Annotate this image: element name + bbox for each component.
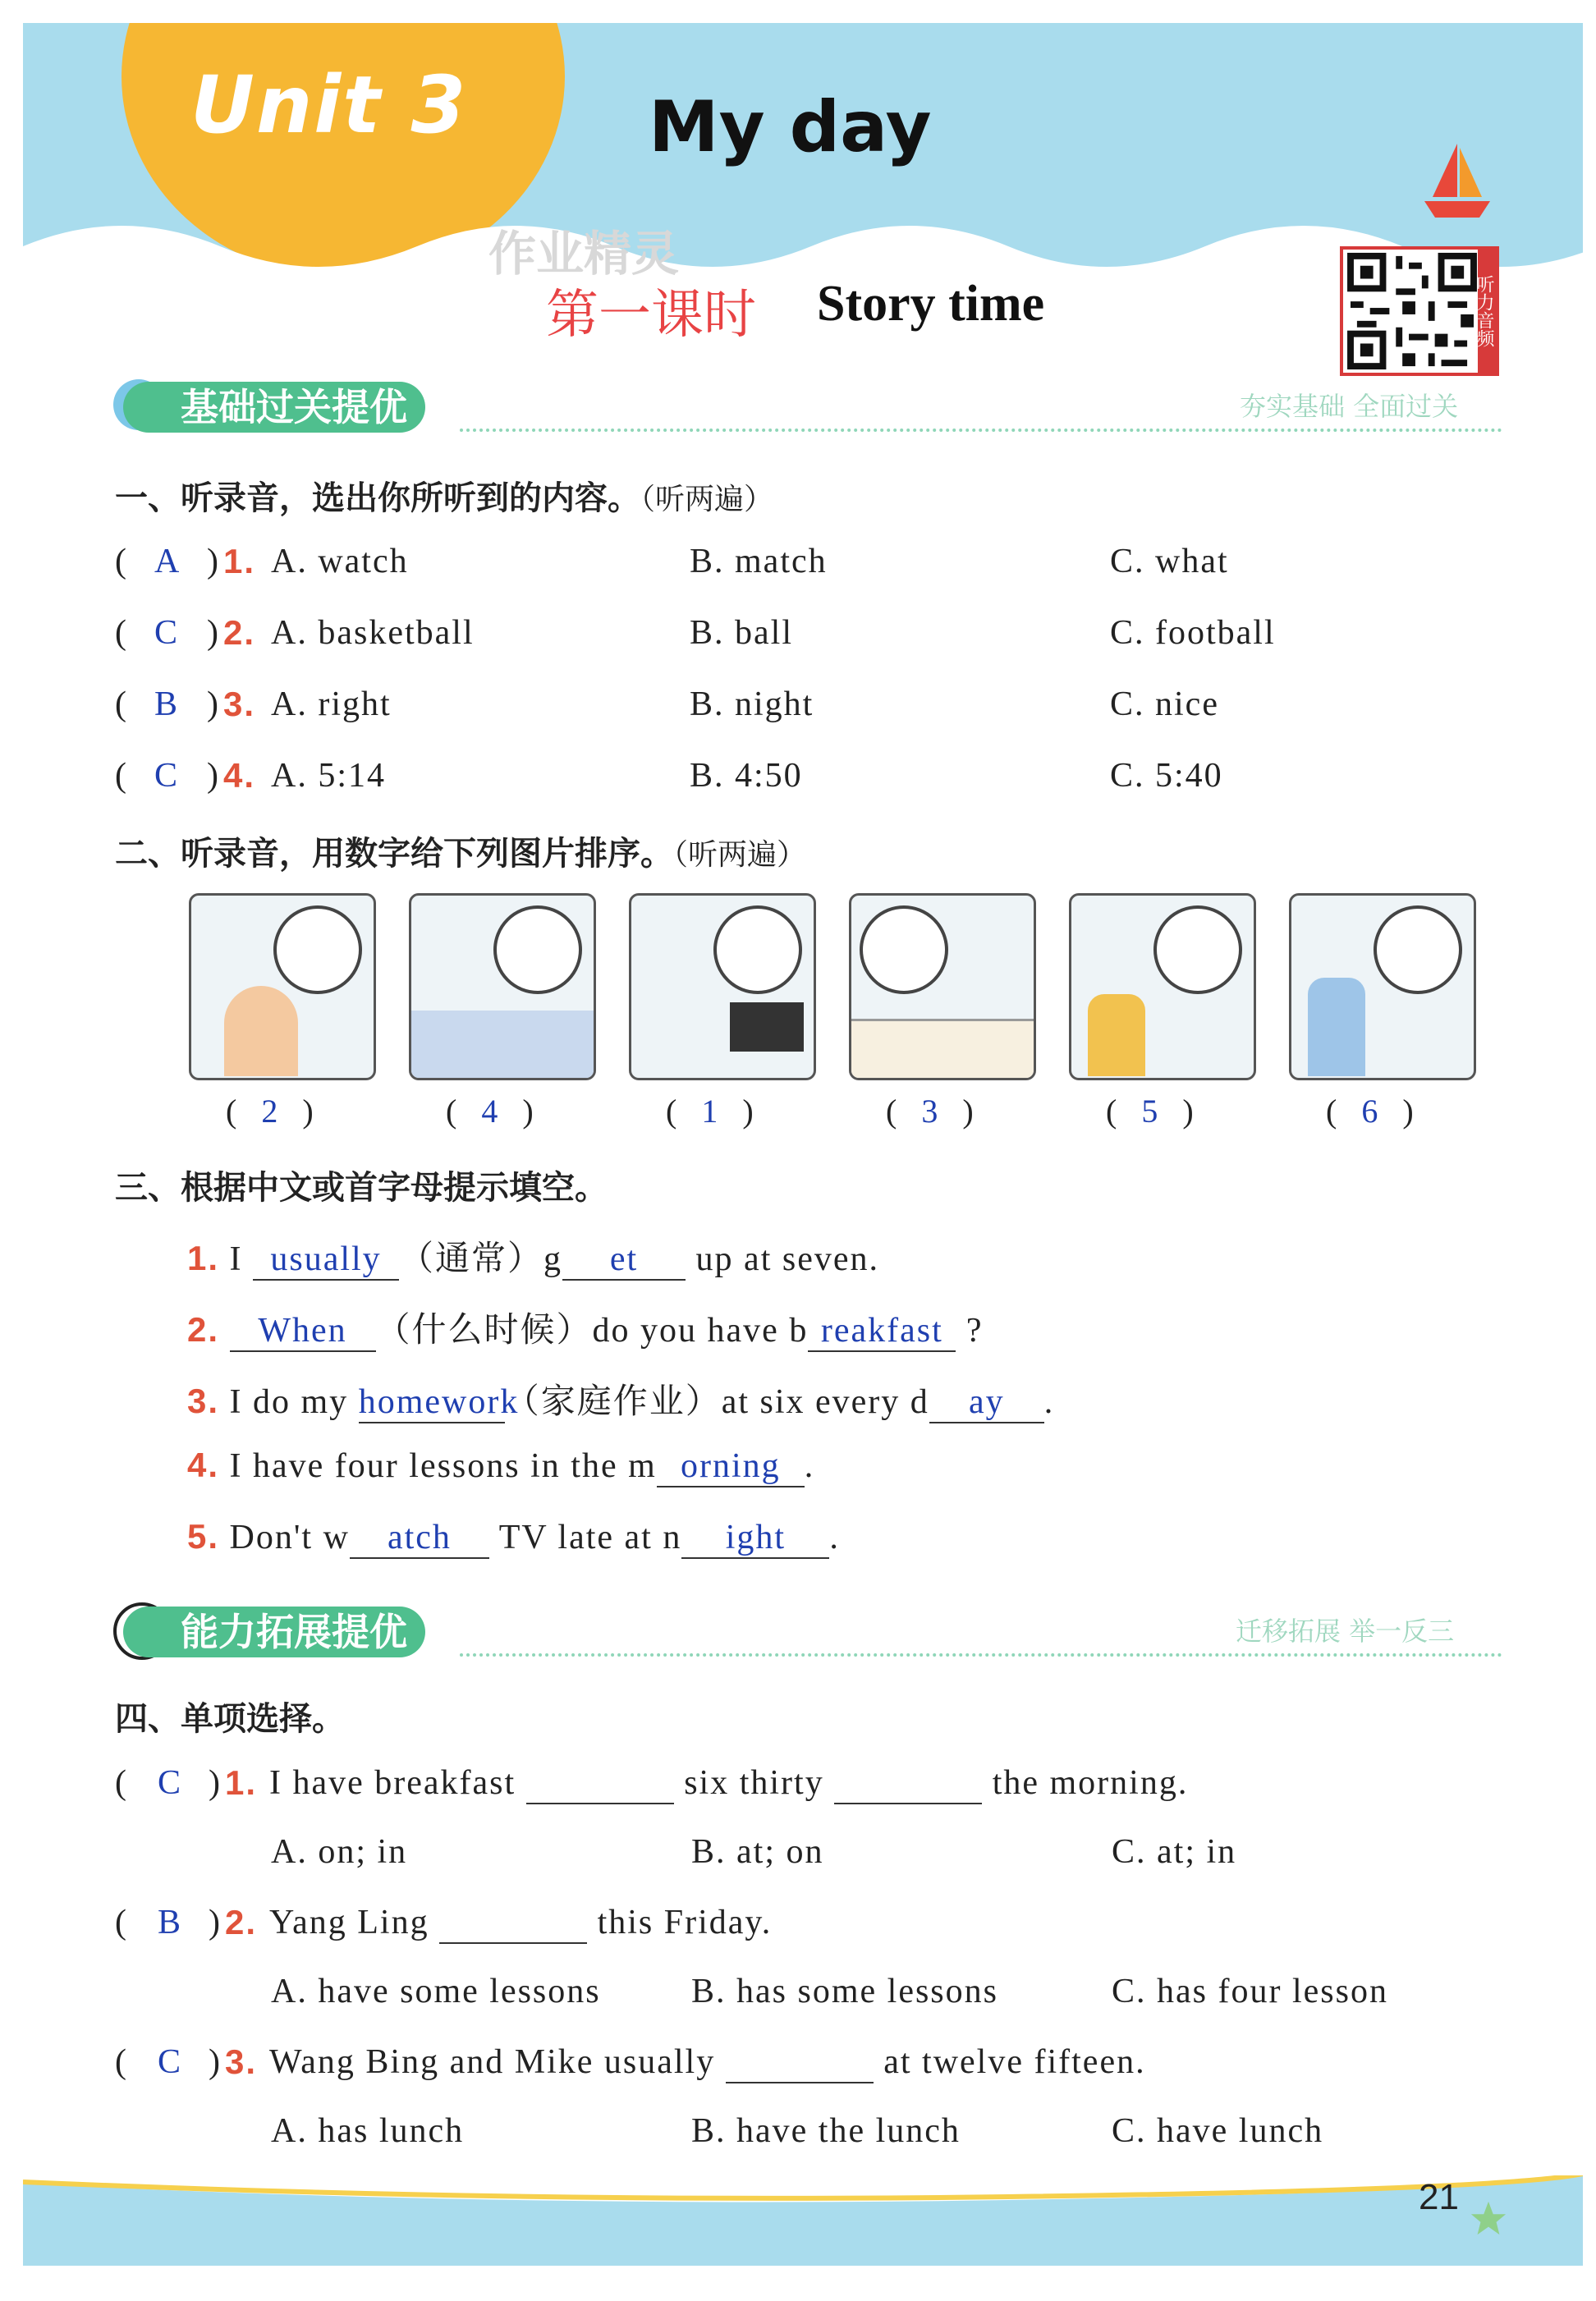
option-a[interactable]: A. have some lessons: [271, 1973, 601, 2010]
choice-blank[interactable]: [439, 1903, 587, 1944]
choice-blank[interactable]: [834, 1763, 982, 1804]
page-number: 21: [1419, 2177, 1459, 2217]
option-a[interactable]: A. basketball: [271, 614, 475, 652]
option-b[interactable]: B. ball: [690, 614, 793, 652]
option-b[interactable]: B. have the lunch: [691, 2112, 961, 2150]
clock-icon: [1153, 905, 1242, 994]
option-b[interactable]: B. has some lessons: [691, 1973, 998, 2010]
clock-icon: [493, 905, 582, 994]
option-b[interactable]: B. 4:50: [690, 757, 803, 795]
option-a[interactable]: A. watch: [271, 543, 409, 580]
fill-blank[interactable]: et: [562, 1240, 686, 1281]
order-answer-2[interactable]: ( 4 ): [446, 1093, 534, 1130]
choice-blank[interactable]: [726, 2042, 874, 2083]
divider: [460, 1653, 1502, 1657]
question-heading-4: 四、单项选择。: [115, 1700, 345, 1738]
option-c[interactable]: C. nice: [1110, 685, 1219, 723]
choice-options-2: [115, 1972, 1511, 2013]
question-heading-1: 一、听录音，选出你所听到的内容。（听两遍）: [115, 479, 774, 517]
clock-icon: [1374, 905, 1462, 994]
picture-wake-up: [189, 893, 376, 1080]
answer[interactable]: C: [158, 2043, 183, 2081]
option-c[interactable]: C. has four lesson: [1112, 1973, 1388, 2010]
answer[interactable]: C: [158, 1764, 183, 1802]
order-answer-3[interactable]: ( 1 ): [666, 1093, 754, 1130]
question-heading-3: 三、根据中文或首字母提示填空。: [115, 1169, 608, 1207]
answer[interactable]: C: [154, 757, 180, 795]
answer[interactable]: A: [154, 543, 181, 580]
qr-code[interactable]: [1340, 246, 1484, 376]
answer[interactable]: B: [154, 685, 180, 723]
fill-blank[interactable]: ight: [681, 1518, 829, 1559]
order-answer-1[interactable]: ( 2 ): [226, 1093, 314, 1130]
audio-label: 听力音频: [1478, 246, 1499, 376]
fill-item-5: 5. Don't w atch TV late at n ight .: [187, 1517, 840, 1559]
option-b[interactable]: B. match: [690, 543, 828, 580]
option-b[interactable]: B. at; on: [691, 1833, 824, 1871]
picture-breakfast: [849, 893, 1036, 1080]
option-c[interactable]: C. at; in: [1112, 1833, 1237, 1871]
listen-item-1: ( A ) 1. A. watch B. match C. what: [115, 542, 1229, 580]
picture-watching-tv: [629, 893, 816, 1080]
choice-options-1: [115, 1832, 1511, 1873]
lesson-number: 第一课时: [546, 285, 756, 346]
option-a[interactable]: A. right: [271, 685, 392, 723]
picture-school-over: [1289, 893, 1476, 1080]
lesson-title: Story time: [817, 276, 1045, 332]
fill-blank[interactable]: ay: [929, 1382, 1044, 1423]
option-b[interactable]: B. night: [690, 685, 814, 723]
section-banner-extension: 能力拓展提优: [123, 1607, 425, 1657]
divider: [460, 429, 1502, 432]
clock-icon: [860, 905, 948, 994]
choice-item-2: ( B ) 2. Yang Ling this Friday.: [115, 1903, 1511, 1944]
fill-item-2: 2. When （什么时候）do you have b reakfast ?: [187, 1303, 983, 1352]
footer-band: [23, 2175, 1583, 2266]
fill-blank[interactable]: atch: [350, 1518, 489, 1559]
option-c[interactable]: C. have lunch: [1112, 2112, 1324, 2150]
option-c[interactable]: C. football: [1110, 614, 1276, 652]
fill-item-3: 3. I do my homework（家庭作业）at six every d ay .: [187, 1374, 1054, 1423]
order-answer-5[interactable]: ( 5 ): [1106, 1093, 1194, 1130]
answer[interactable]: C: [154, 614, 180, 652]
option-c[interactable]: C. what: [1110, 543, 1229, 580]
answer[interactable]: B: [158, 1904, 183, 1941]
fill-blank[interactable]: orning: [657, 1446, 805, 1487]
choice-item-3: ( C ) 3. Wang Bing and Mike usually at twelve fifteen.: [115, 2042, 1511, 2083]
choice-options-3: [115, 2111, 1511, 2152]
fill-blank[interactable]: When: [230, 1311, 376, 1352]
clock-icon: [713, 905, 802, 994]
option-c[interactable]: C. 5:40: [1110, 757, 1223, 795]
unit-label: Unit 3: [190, 59, 468, 151]
order-answer-4[interactable]: ( 3 ): [886, 1093, 974, 1130]
question-heading-2: 二、听录音，用数字给下列图片排序。（听两遍）: [115, 835, 807, 873]
fill-blank[interactable]: reakfast: [808, 1311, 956, 1352]
listen-item-2: ( C ) 2. A. basketball B. ball C. football: [115, 613, 1276, 652]
star-icon: [1470, 2200, 1507, 2238]
page-title: My day: [649, 86, 932, 168]
fill-item-4: 4. I have four lessons in the m orning .: [187, 1446, 814, 1487]
picture-going-to-school: [1069, 893, 1256, 1080]
section-tagline-basic: 夯实基础 全面过关: [1240, 391, 1459, 422]
listen-item-4: ( C ) 4. A. 5:14 B. 4:50 C. 5:40: [115, 756, 1223, 795]
sailboat-icon: [1420, 140, 1494, 222]
option-a[interactable]: A. 5:14: [271, 757, 386, 795]
order-answer-6[interactable]: ( 6 ): [1326, 1093, 1414, 1130]
choice-item-1: ( C ) 1. I have breakfast six thirty the morning.: [115, 1763, 1511, 1804]
fill-item-1: 1. I usually （通常）g et up at seven.: [187, 1231, 879, 1281]
watermark: 作业精灵: [488, 226, 680, 282]
choice-blank[interactable]: [526, 1763, 674, 1804]
section-tagline-extension: 迁移拓展 举一反三: [1236, 1616, 1455, 1647]
option-a[interactable]: A. on; in: [271, 1833, 408, 1871]
fill-blank[interactable]: homework: [359, 1382, 505, 1423]
fill-blank[interactable]: usually: [253, 1240, 399, 1281]
listen-item-3: ( B ) 3. A. right B. night C. nice: [115, 685, 1219, 723]
clock-icon: [273, 905, 362, 994]
picture-sleeping: [409, 893, 596, 1080]
option-a[interactable]: A. has lunch: [271, 2112, 465, 2150]
section-banner-basic: 基础过关提优: [123, 382, 425, 433]
